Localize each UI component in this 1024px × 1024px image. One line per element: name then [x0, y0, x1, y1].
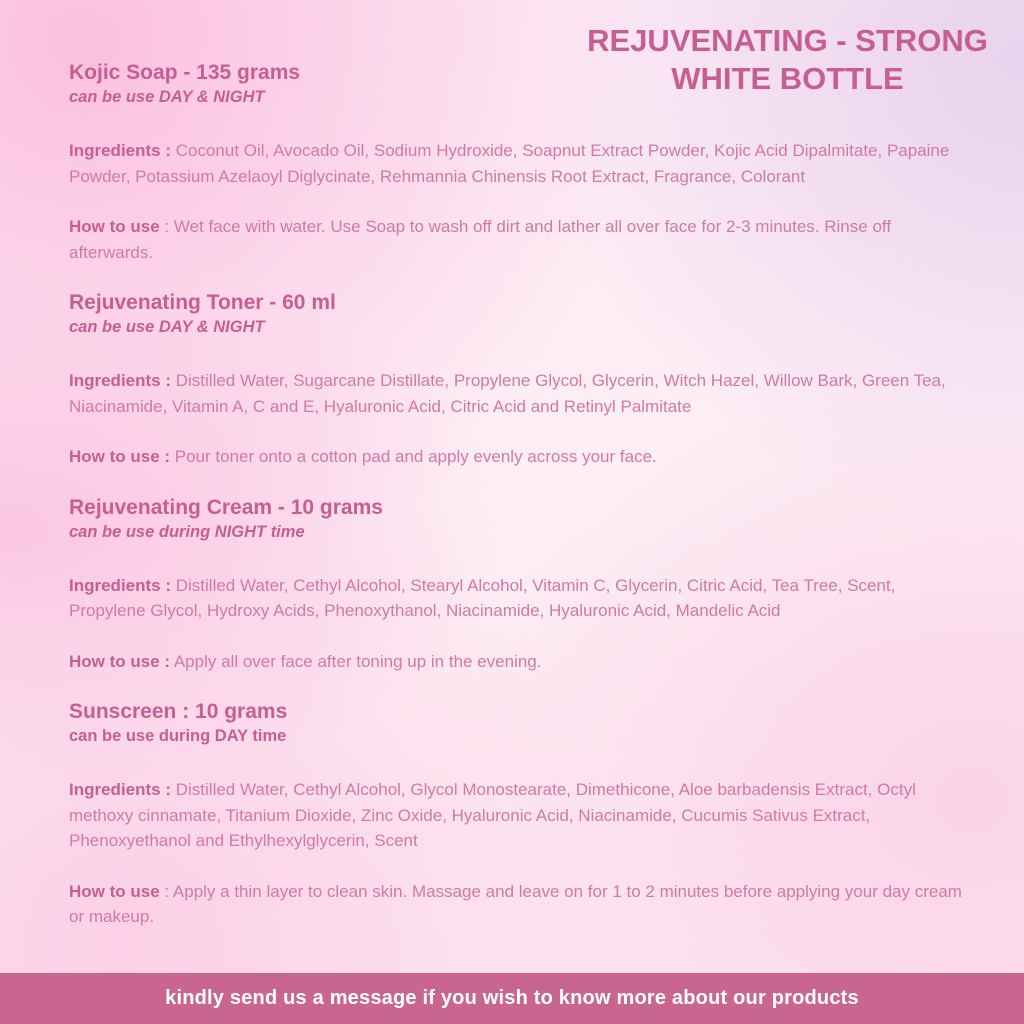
product-ingredients [69, 573, 969, 624]
product-name: Rejuvenating Cream - 10 grams [69, 495, 383, 519]
ingredients-label: Ingredients : [69, 371, 172, 390]
title-line-1: REJUVENATING - STRONG [587, 23, 988, 58]
how-to-use-text: Pour toner onto a cotton pad and apply evenly across your face. [170, 447, 657, 466]
how-to-use-text: : Wet face with water. Use Soap to wash off dirt and lather all over face for 2-3 minutes. Rinse off afterwards. [69, 217, 892, 262]
title-line-2: WHITE BOTTLE [671, 61, 904, 96]
ingredients-label: Ingredients : [69, 141, 172, 160]
how-to-use-text: Apply all over face after toning up in the evening. [170, 651, 542, 671]
how-to-use-text: : Apply a thin layer to clean skin. Massage and leave on for 1 to 2 minutes before applying your day cream or makeup. [69, 881, 962, 926]
product-name: Sunscreen : 10 grams [69, 700, 288, 723]
product-rejuvenating-toner [69, 290, 969, 470]
product-how-to-use [69, 879, 969, 930]
product-how-to-use [69, 214, 969, 265]
product-usage: can be use during DAY time [69, 727, 287, 745]
how-to-use-label: How to use : [69, 447, 171, 466]
footer-message: kindly send us a message if you wish to know more about our products [165, 987, 859, 1009]
ingredients-text: Distilled Water, Sugarcane Distillate, Propylene Glycol, Glycerin, Witch Hazel, Willow Bark, Green Tea, Niacinamide, Vitamin A, C and E, Hyaluronic Acid, Citric Acid and Retinyl Palmitate [69, 371, 946, 416]
product-list [69, 60, 969, 955]
product-rejuvenating-cream [69, 495, 969, 675]
ingredients-label: Ingredients : [69, 780, 172, 799]
product-ingredients [69, 368, 969, 419]
product-how-to-use [69, 444, 969, 470]
product-kojic-soap [69, 60, 969, 265]
product-ingredients [69, 138, 969, 189]
ingredients-label: Ingredients : [69, 575, 172, 595]
how-to-use-label: How to use [69, 217, 160, 236]
product-ingredients [69, 777, 969, 854]
product-sunscreen [69, 699, 969, 930]
ingredients-text: Coconut Oil, Avocado Oil, Sodium Hydroxide, Soapnut Extract Powder, Kojic Acid Dipalmitate, Papaine Powder, Potassium Azelaoyl Diglycinate, Rehmannia Chinensis Root Extract, Fragrance, Colorant [69, 141, 950, 186]
ingredients-text: Distilled Water, Cethyl Alcohol, Glycol Monostearate, Dimethicone, Aloe barbadensis Extract, Octyl methoxy cinnamate, Titanium Dioxide, Zinc Oxide, Hyaluronic Acid, Niacinamide, Cucumis Sativus Extract, Phenoxyethanol and Ethylhexylglycerin, Scent [69, 780, 916, 850]
product-name: Rejuvenating Toner - 60 ml [69, 291, 336, 314]
product-name: Kojic Soap - 135 grams [69, 61, 301, 84]
ingredients-text: Distilled Water, Cethyl Alcohol, Stearyl Alcohol, Vitamin C, Glycerin, Citric Acid, Tea Tree, Scent, Propylene Glycol, Hydroxy Acids, Phenoxythanol, Niacinamide, Hyaluronic Acid, Mandelic Acid [69, 575, 896, 620]
product-usage: can be use DAY & NIGHT [69, 88, 265, 106]
product-how-to-use [69, 649, 969, 675]
how-to-use-label: How to use : [69, 651, 171, 671]
footer-banner [0, 973, 1024, 1024]
product-usage: can be use DAY & NIGHT [69, 318, 265, 336]
product-usage: can be use during NIGHT time [69, 522, 305, 541]
how-to-use-label: How to use [69, 881, 160, 901]
